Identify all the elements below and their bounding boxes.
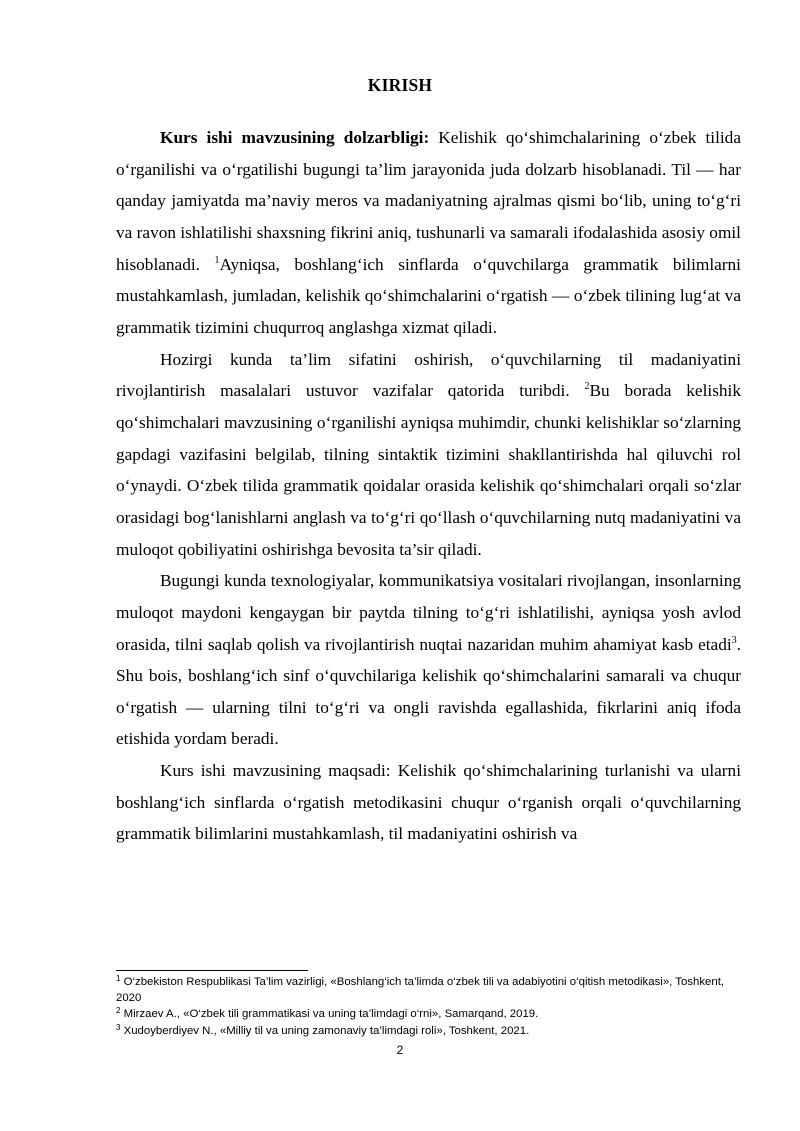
- footnote-separator: [116, 970, 308, 971]
- footnote-item: [116, 975, 741, 1006]
- paragraph-relevance: [116, 122, 741, 344]
- paragraph-text: Hozirgi kunda ta’lim sifatini oshirish, o‘quvchilarning til madaniyatini rivojlantirish masalalari ustuvor vazifalar qatorida turibdi.: [116, 349, 741, 401]
- paragraph-text: . Shu bois, boshlang‘ich sinf o‘quvchilariga kelishik qo‘shimchalarini samarali va chuqur o‘rgatish — ularning tilni to‘g‘ri va ongli ravishda egallashida, fikrlarini aniq ifoda etishida yordam beradi.: [116, 634, 741, 749]
- footnote-text: Mirzaev A., «O‘zbek tili grammatikasi va uning ta’limdagi o‘rni», Samarqand, 2019.: [120, 1008, 539, 1020]
- paragraph-education-quality: [116, 344, 741, 566]
- page-number: 2: [396, 1043, 404, 1057]
- footnote-text: O‘zbekiston Respublikasi Ta’lim vazirligi, «Boshlang‘ich ta’limda o‘zbek tili va adabiyotini o‘qitish metodikasi», Toshkent, 2020: [116, 976, 725, 1004]
- footnote-item: [116, 1024, 741, 1040]
- paragraph-text: Bugungi kunda texnologiyalar, kommunikatsiya vositalari rivojlangan, insonlarning muloqot maydoni kengaygan bir paytda tilning to‘g‘ri ishlatilishi, ayniqsa yosh avlod orasida, tilni saqlab qolish va rivojlantirish nuqtai nazaridan muhim ahamiyat kasb etadi: [116, 571, 741, 654]
- section-heading: KIRISH: [367, 75, 433, 95]
- footnote-number: 3: [116, 1022, 121, 1032]
- paragraph-text: Bu borada kelishik qo‘shimchalari mavzusining o‘rganilishi ayniqsa muhimdir, chunki kelishiklar so‘zlarning gapdagi vazifasini belgilab, tilning sintaktik tizimini shakllantirishda hal qiluvchi rol o‘ynaydi. O‘zbek tilida grammatik qoidalar orasida kelishik qo‘shimchalari orqali so‘zlar orasidagi bog‘lanishlarni anglash va to‘g‘ri qo‘llash o‘quvchilarning nutq madaniyatini va muloqot qobiliyatini oshirishga bevosita ta’sir qiladi.: [116, 381, 741, 559]
- body-text: [116, 122, 741, 850]
- paragraph-text: Ayniqsa, boshlang‘ich sinflarda o‘quvchilarga grammatik bilimlarni mustahkamlash, jumladan, kelishik qo‘shimchalarini o‘rgatish — o‘zbek tilining lug‘at va grammatik tizimini chuqurroq anglashga xizmat qiladi.: [116, 254, 741, 337]
- footnotes: [116, 975, 741, 1040]
- paragraph-technology: [116, 565, 741, 755]
- footnote-ref: 3: [731, 634, 737, 646]
- relevance-label: Kurs ishi mavzusining dolzarbligi:: [160, 128, 430, 147]
- footnote-text: Xudoyberdiyev N., «Milliy til va uning zamonaviy ta’limdagi roli», Toshkent, 2021.: [120, 1024, 530, 1037]
- paragraph-text: Kurs ishi mavzusining maqsadi: Kelishik qo‘shimchalarining turlanishi va ularni boshlang‘ich sinflarda o‘rgatish metodikasini chuqur o‘rganish orqali o‘quvchilarning grammatik bilimlarini mustahkamlash, til madaniyatini oshirish va: [116, 761, 741, 844]
- footnote-item: [116, 1007, 741, 1023]
- paragraph-goal: [116, 755, 741, 850]
- footnote-ref: 2: [584, 381, 590, 393]
- footnote-number: 1: [116, 974, 121, 983]
- paragraph-text: Kelishik qo‘shimchalarining o‘zbek tilida o‘rganilishi va o‘rgatilishi bugungi ta’lim jarayonida juda dolzarb hisoblanadi. Til — har qanday jamiyatda ma’naviy meros va madaniyatning ajralmas qismi bo‘lib, uning to‘g‘ri va ravon ishlatilishi shaxsning fikrini aniq, tushunarli va samarali ifodalashida asosiy omil hisoblanadi.: [116, 128, 741, 274]
- footnote-ref: 1: [214, 254, 220, 266]
- footnote-number: 2: [116, 1006, 121, 1015]
